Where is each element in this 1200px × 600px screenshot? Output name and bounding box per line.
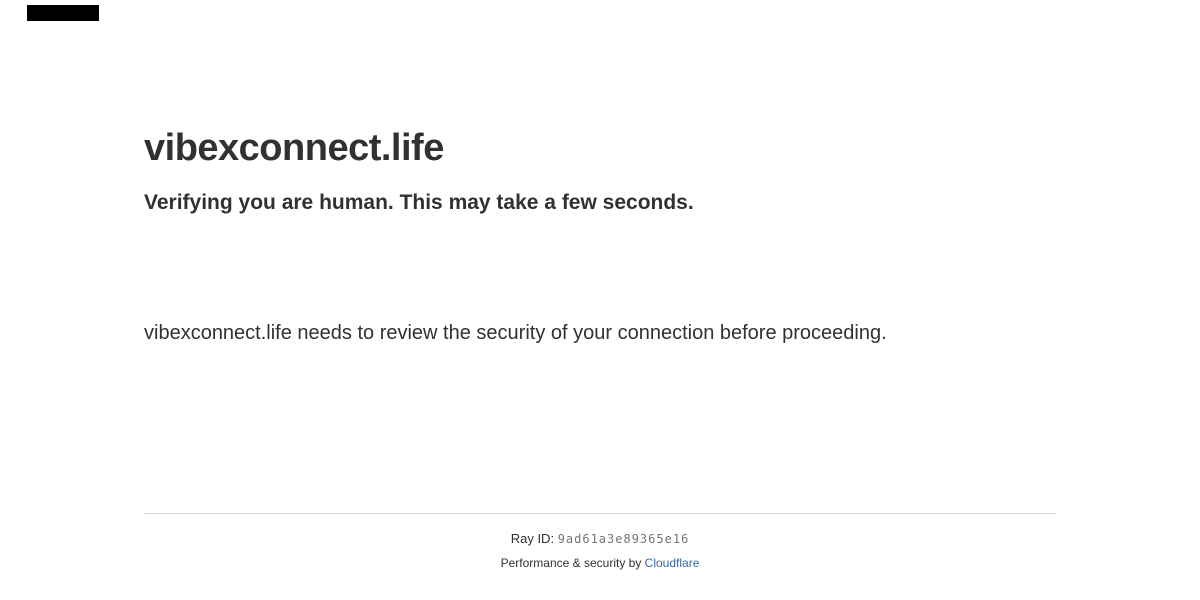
cloudflare-link[interactable]: Cloudflare	[644, 555, 700, 570]
main-content	[144, 0, 1056, 571]
top-left-black-bar-artifact	[27, 5, 99, 21]
verification-status-text: Verifying you are human. This may take a few seconds.	[144, 190, 694, 214]
challenge-footer	[144, 531, 1056, 571]
footer-divider	[144, 513, 1056, 514]
security-review-explanation: vibexconnect.life needs to review the security of your connection before proceeding.	[144, 321, 887, 344]
tagline-text: Performance & security by	[500, 555, 642, 570]
site-domain-heading: vibexconnect.life	[144, 127, 444, 169]
performance-security-line	[144, 556, 1056, 571]
ray-id-line	[144, 531, 1056, 547]
ray-id-value: 9ad61a3e89365e16	[557, 531, 690, 546]
ray-id-label: Ray ID:	[510, 530, 555, 546]
